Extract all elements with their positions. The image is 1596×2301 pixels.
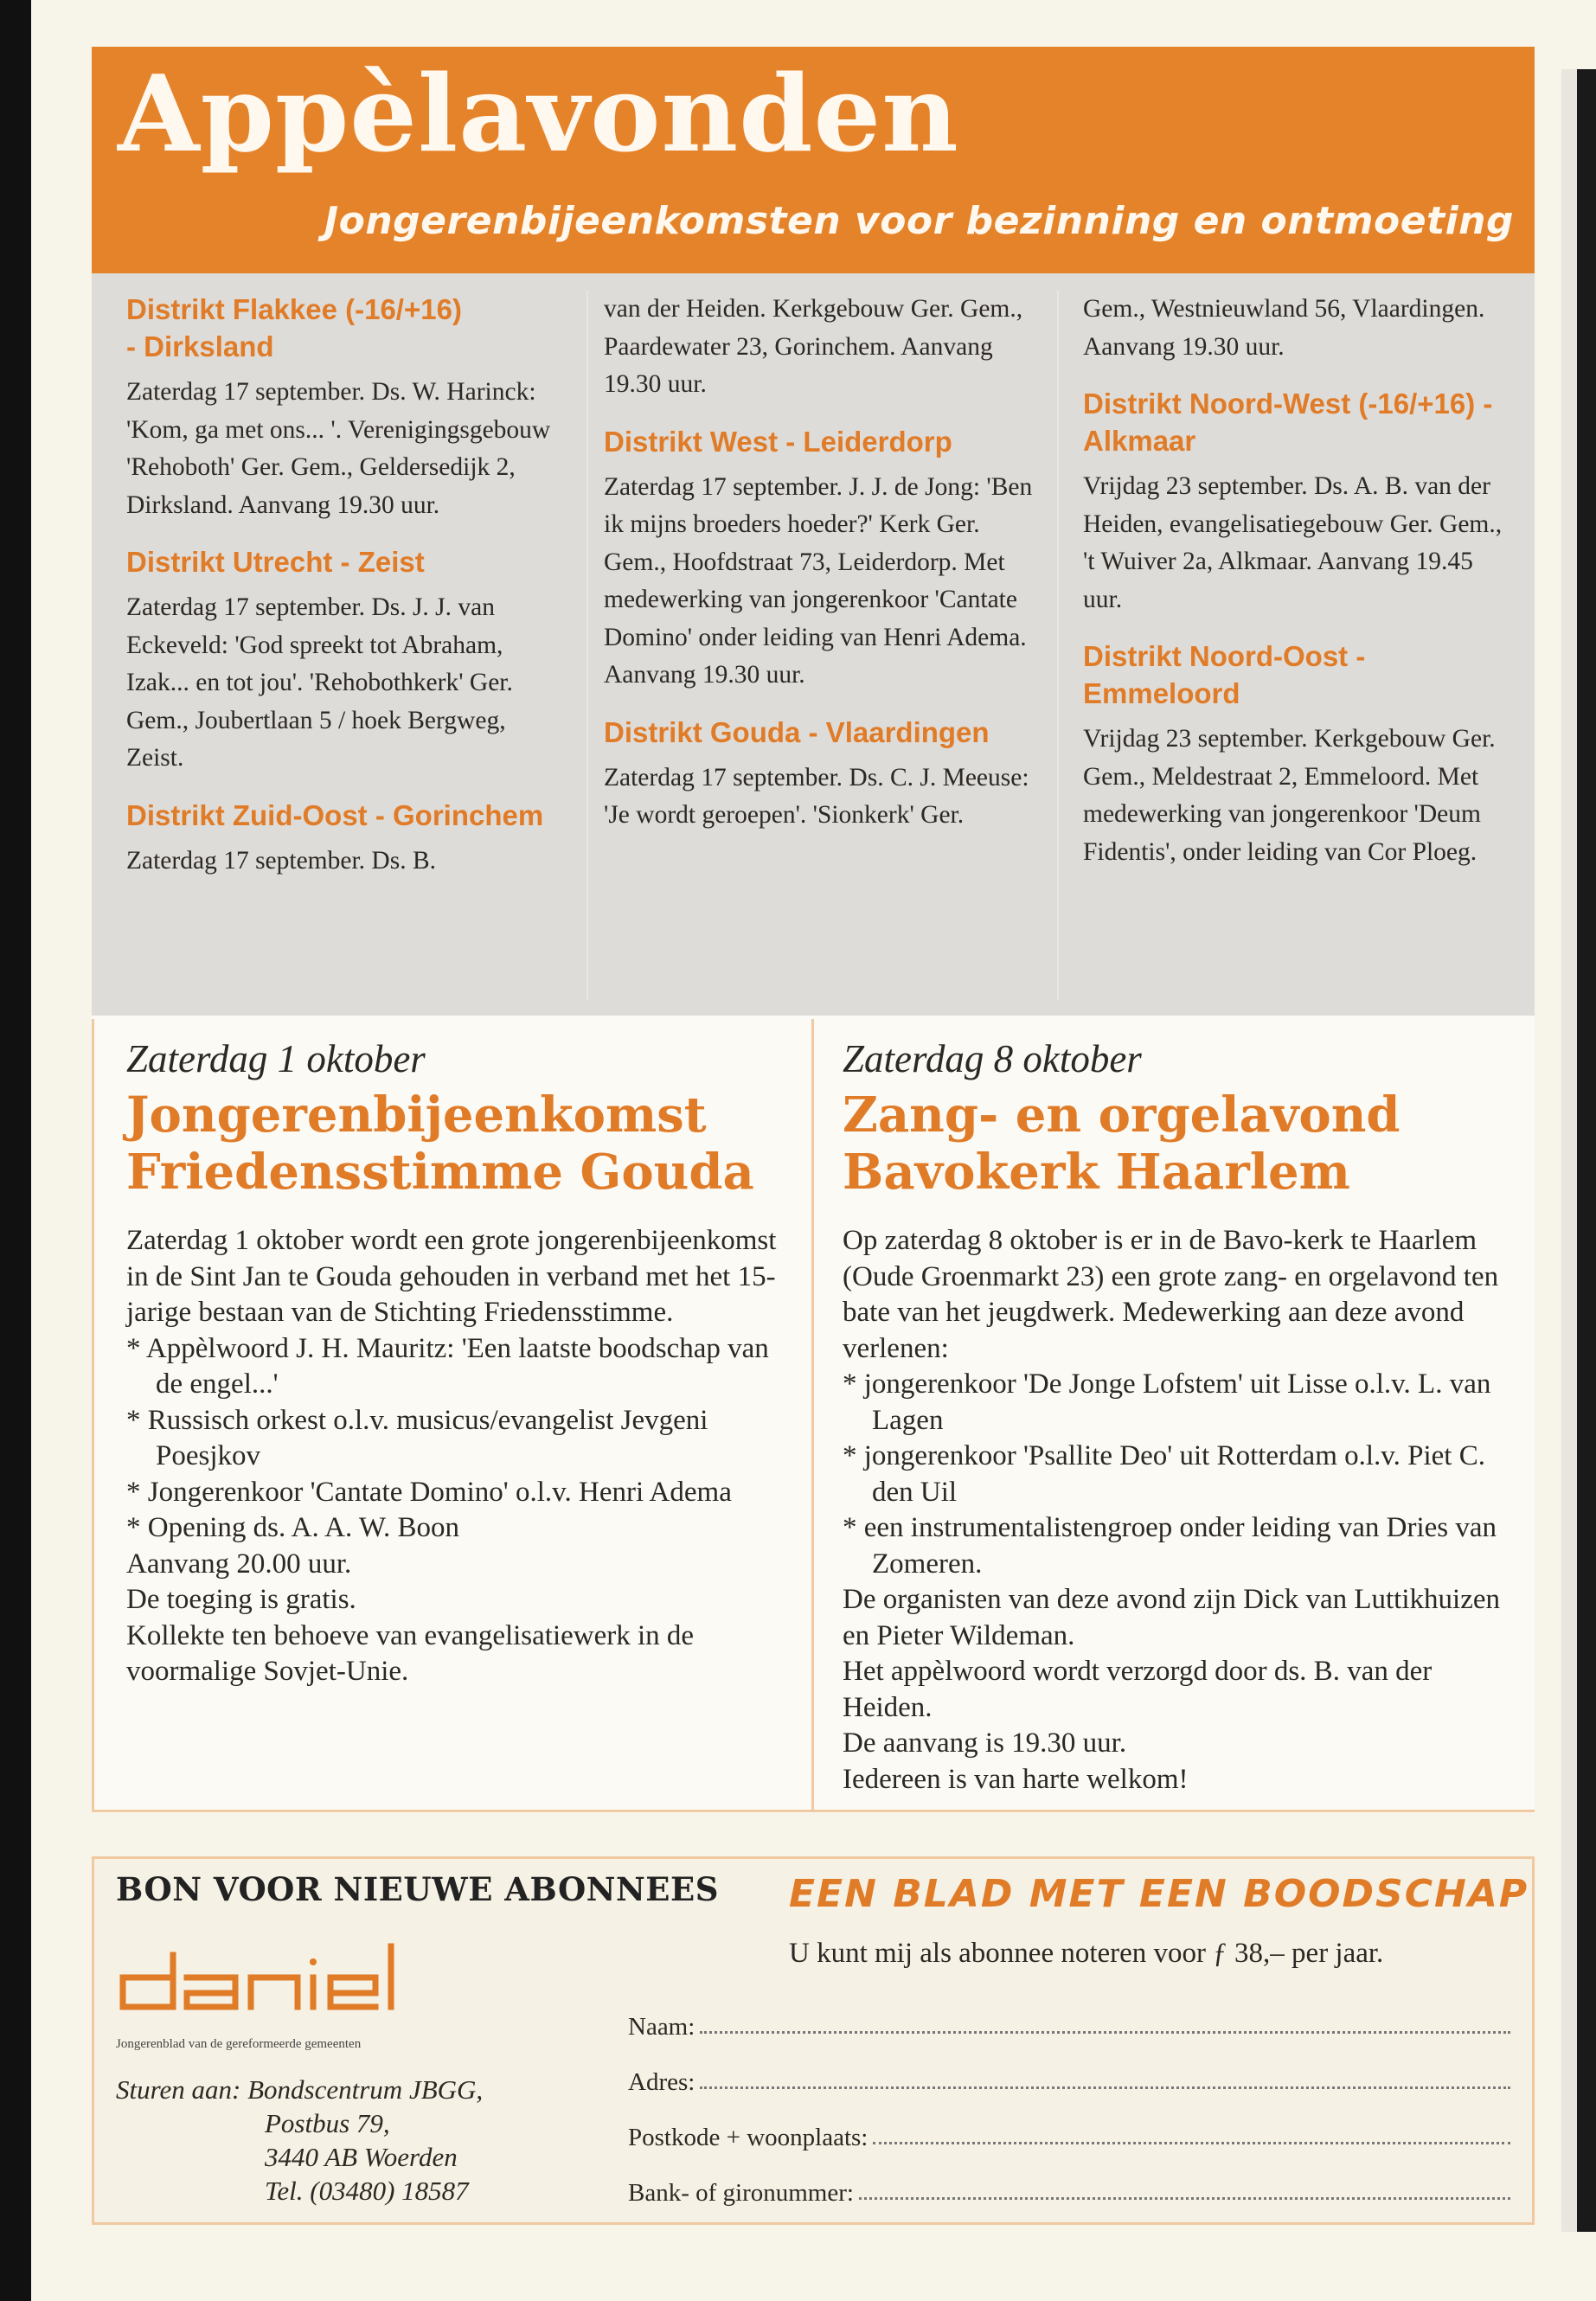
event-title: Jongerenbijeenkomst Friedensstimme Gouda [126,1086,754,1201]
header-banner [92,47,1535,273]
event-intro: Zaterdag 1 oktober wordt een grote jongerenbijeenkomst in de Sint Jan te Gouda gehouden in verband met het 15-jarige bestaan van de Stichting Friedensstimme. [126,1225,777,1328]
event-bullet: * Russisch orkest o.l.v. musicus/evangelist Jevgeni Poesjkov [126,1404,708,1471]
address-field[interactable] [628,2059,1510,2097]
district-heading: Distrikt Gouda - Vlaardingen [604,715,990,748]
event-intro: Op zaterdag 8 oktober is er in de Bavo-kerk te Haarlem (Oude Groenmarkt 23) een grote zang- en orgelavond ten bate van het jeugdwerk. Medewerking aan deze avond verlenen: [843,1225,1499,1364]
event-start-time: Aanvang 20.00 uur. [126,1548,352,1580]
district-text: Zaterdag 17 september. Ds. W. Harinck: 'Kom, ga met ons... '. Verenigingsgebouw 'Rehoboth' Ger. Gem., Geldersedijk 2, Dirksland. Aanvang 19.30 uur. [126,378,551,519]
address-label: Adres: [628,2068,695,2096]
district-text: Gem., Westnieuwland 56, Vlaardingen. Aanvang 19.30 uur. [1083,295,1485,361]
send-address: Sturen aan: Bondscentrum JBGG, Postbus 79, 3440 AB Woerden Tel. (03480) 18587 [116,2074,484,2206]
daniel-logo [112,1920,407,2050]
district-column-1 [126,291,559,899]
event-organists: De organisten van deze avond zijn Dick van Luttikhuizen en Pieter Wildeman. [843,1584,1500,1651]
district-text: Vrijdag 23 september. Ds. A. B. van der Heiden, evangelisatiegebouw Ger. Gem., 't Wuiver 2a, Alkmaar. Aanvang 19.45 uur. [1083,472,1503,613]
event-date: Zaterdag 8 oktober [843,1037,1142,1080]
events-divider [811,1019,814,1810]
district-heading: Distrikt Noord-West (-16/+16) - Alkmaar [1083,388,1493,457]
district-text: Zaterdag 17 september. J. J. de Jong: 'Ben ik mijns broeders hoeder?' Kerk Ger. Gem., Hoofdstraat 73, Leiderdorp. Met medewerking van jongerenkoor 'Cantate Domino' onder leiding van Henri Adema. Aanvang 19.30 uur. [604,472,1033,689]
page-title: Appèlavonden [118,51,959,176]
district-text: Zaterdag 17 september. Ds. J. J. van Eckeveld: 'God spreekt tot Abraham, Izak... en tot jou'. 'Rehobothkerk' Ger. Gem., Joubertlaan 5 / hoek Bergweg, Zeist. [126,593,513,772]
scan-edge-right-light [1561,69,1577,2232]
event-bullet: * Jongerenkoor 'Cantate Domino' o.l.v. Henri Adema [126,1476,732,1508]
column-divider [586,291,588,1000]
district-column-3 [1083,291,1516,890]
event-entry: De toeging is gratis. [126,1584,356,1615]
name-label: Naam: [628,2013,695,2041]
event-welcome: Iedereen is van harte welkom! [843,1763,1189,1795]
district-heading: Distrikt West - Leiderdorp [604,425,952,458]
subscription-price: U kunt mij als abonnee noteren voor ƒ 38,– per jaar. [789,1938,1384,1969]
bank-field[interactable] [628,2170,1510,2208]
events-border [92,1810,1535,1812]
scan-edge-left [0,0,31,2301]
event-bullet: * jongerenkoor 'De Jonge Lofstem' uit Lisse o.l.v. L. van Lagen [843,1368,1491,1436]
district-text: Zaterdag 17 september. Ds. B. [126,846,437,875]
district-text: van der Heiden. Kerkgebouw Ger. Gem., Paardewater 23, Gorinchem. Aanvang 19.30 uur. [604,295,1023,398]
logo-caption: Jongerenblad van de gereformeerde gemeenten [116,2037,362,2051]
event-title: Zang- en orgelavond Bavokerk Haarlem [843,1086,1401,1201]
district-column-2 [604,291,1036,854]
district-text: Vrijdag 23 september. Kerkgebouw Ger. Gem., Meldestraat 2, Emmeloord. Met medewerking van jongerenkoor 'Deum Fidentis', onder leiding van Cor Ploeg. [1083,725,1496,866]
coupon-title: BON VOOR NIEUWE ABONNEES [116,1870,719,1908]
event-collect: Kollekte ten behoeve van evangelisatiewerk in de voormalige Sovjet-Unie. [126,1619,695,1687]
district-heading: Distrikt Utrecht - Zeist [126,546,425,578]
bank-label: Bank- of gironummer: [628,2179,854,2207]
postcode-input-line[interactable] [873,2142,1510,2144]
event-start-time: De aanvang is 19.30 uur. [843,1727,1127,1759]
postcode-label: Postkode + woonplaats: [628,2124,869,2151]
event-date: Zaterdag 1 oktober [126,1037,426,1080]
coupon-slogan: EEN BLAD MET EEN BOODSCHAP [789,1872,1529,1916]
event-bullet: * een instrumentalistengroep onder leiding van Dries van Zomeren. [843,1512,1497,1580]
district-heading: Distrikt Zuid-Oost - Gorinchem [126,798,544,831]
event-bavokerk [843,1035,1500,1798]
bank-input-line[interactable] [859,2197,1510,2200]
district-heading: Distrikt Noord-Oost - Emmeloord [1083,640,1366,709]
column-divider [1057,291,1059,1000]
district-text: Zaterdag 17 september. Ds. C. J. Meeuse: 'Je wordt geroepen'. 'Sionkerk' Ger. [604,763,1029,829]
event-bullet: * Appèlwoord J. H. Mauritz: 'Een laatste boodschap van de engel...' [126,1332,769,1400]
page-subtitle: Jongerenbijeenkomsten voor bezinning en ontmoeting [324,199,1514,243]
event-bullet: * jongerenkoor 'Psallite Deo' uit Rotterdam o.l.v. Piet C. den Uil [843,1440,1485,1508]
address-input-line[interactable] [700,2086,1510,2089]
events-border [92,1019,94,1810]
name-input-line[interactable] [700,2031,1510,2034]
scan-edge-right [1577,69,1596,2232]
district-heading: Distrikt Flakkee (-16/+16) - Dirksland [126,293,462,362]
name-field[interactable] [628,2003,1510,2041]
event-word: Het appèlwoord wordt verzorgd door ds. B. van der Heiden. [843,1656,1433,1723]
event-bullet: * Opening ds. A. A. W. Boon [126,1512,460,1543]
event-friedensstimme [126,1035,784,1690]
postcode-field[interactable] [628,2114,1510,2152]
